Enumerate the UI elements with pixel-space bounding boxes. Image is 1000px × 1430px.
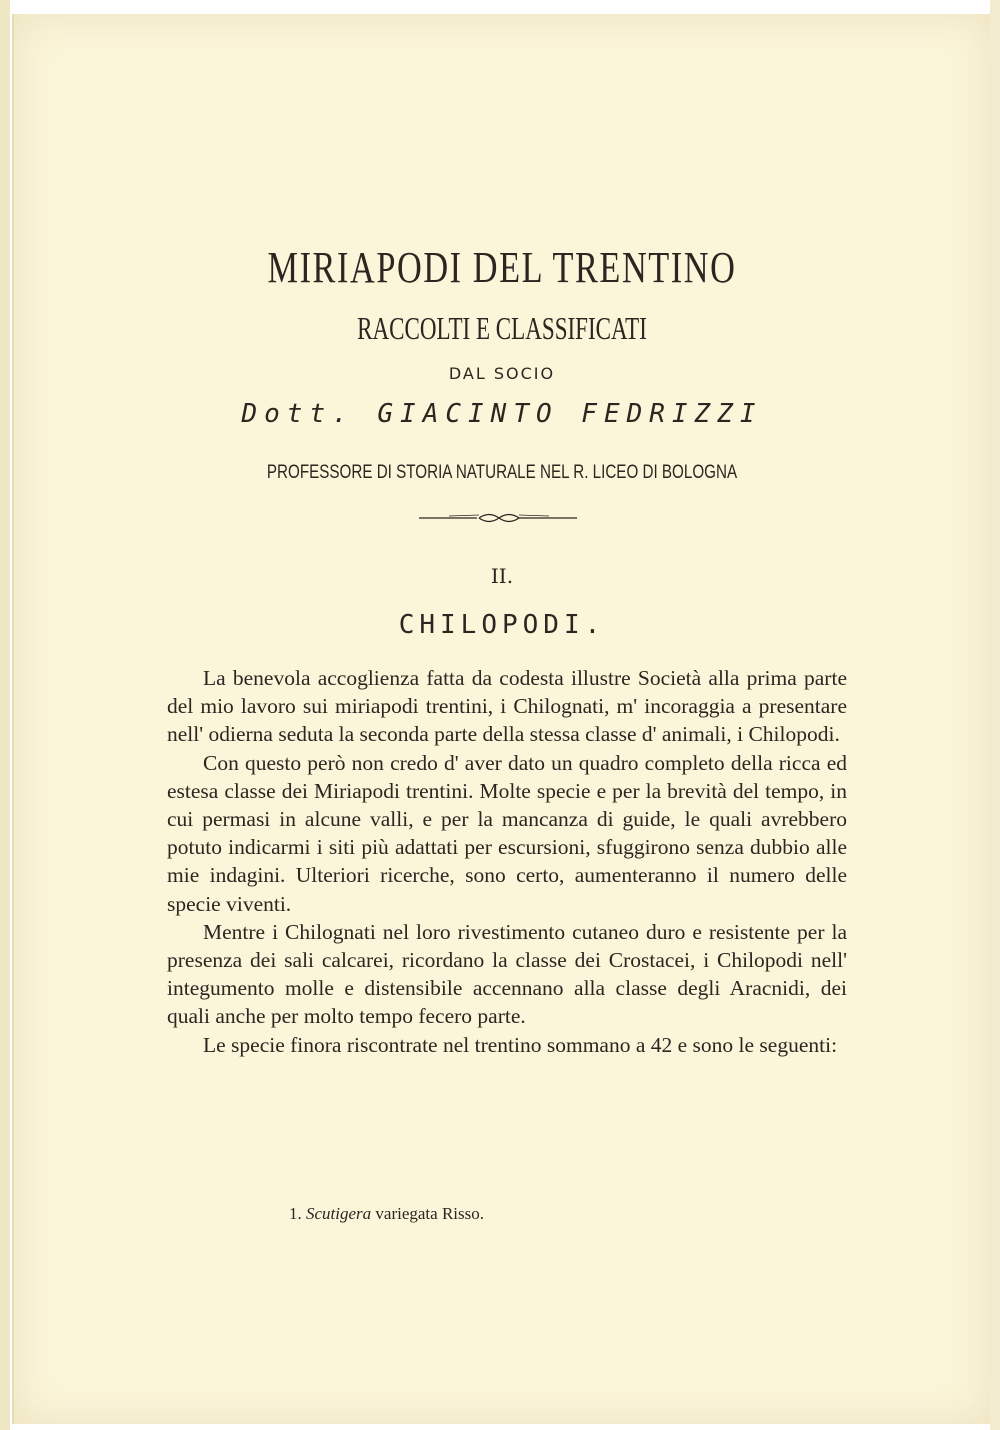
- section-heading: CHILOPODI.: [398, 610, 606, 640]
- species-genus: Scutigera: [306, 1204, 372, 1223]
- book-spine-edge: [0, 0, 10, 1430]
- body-text: [167, 664, 847, 1059]
- byline: DAL SOCIO: [448, 364, 556, 383]
- paragraph: La benevola accoglienza fatta da codesta illustre Società alla prima parte del mio lavoro sui miriapodi trentini, i Chilognati, m' incoraggia a presentare nell' odierna seduta la seconda parte della stessa classe d' animali, i Chilopodi.: [167, 666, 847, 747]
- author-affiliation: PROFESSORE DI STORIA NATURALE NEL R. LICEO DI BOLOGNA: [266, 462, 738, 483]
- species-name: variegata Risso.: [375, 1204, 484, 1223]
- species-list-item: [289, 1204, 484, 1224]
- author-name: Dott. GIACINTO FEDRIZZI: [241, 399, 763, 429]
- species-number: 1.: [289, 1204, 302, 1223]
- paragraph: Con questo però non credo d' aver dato un quadro completo della ricca ed estesa classe dei Miriapodi trentini. Molte specie e per la brevità del tempo, in cui permasi in alcune valli, e per la mancanza di guide, le quali avrebbero potuto indicarmi i siti più adattati per escursioni, sfuggirono senza dubbio alle mie indagini. Ulteriori ricerche, sono certo, aumenteranno il numero delle specie viventi.: [167, 750, 847, 916]
- paragraph: Mentre i Chilognati nel loro rivestimento cutaneo duro e resistente per la presenza dei sali calcarei, ricordano la classe dei Crostacei, i Chilopodi nell' integumento molle e distensibile accennano alla classe degli Aracnidi, dei quali anche per molto tempo fecero parte.: [167, 919, 847, 1029]
- document-page: [12, 14, 990, 1424]
- ornament-divider-icon: [419, 508, 579, 528]
- document-subtitle: RACCOLTI E CLASSIFICATI: [357, 310, 647, 346]
- section-numeral: II.: [490, 564, 514, 588]
- document-title: MIRIAPODI DEL TRENTINO: [267, 243, 737, 292]
- paragraph: Le specie finora riscontrate nel trentino sommano a 42 e sono le seguenti:: [203, 1032, 838, 1057]
- page-edge: [990, 0, 1000, 1430]
